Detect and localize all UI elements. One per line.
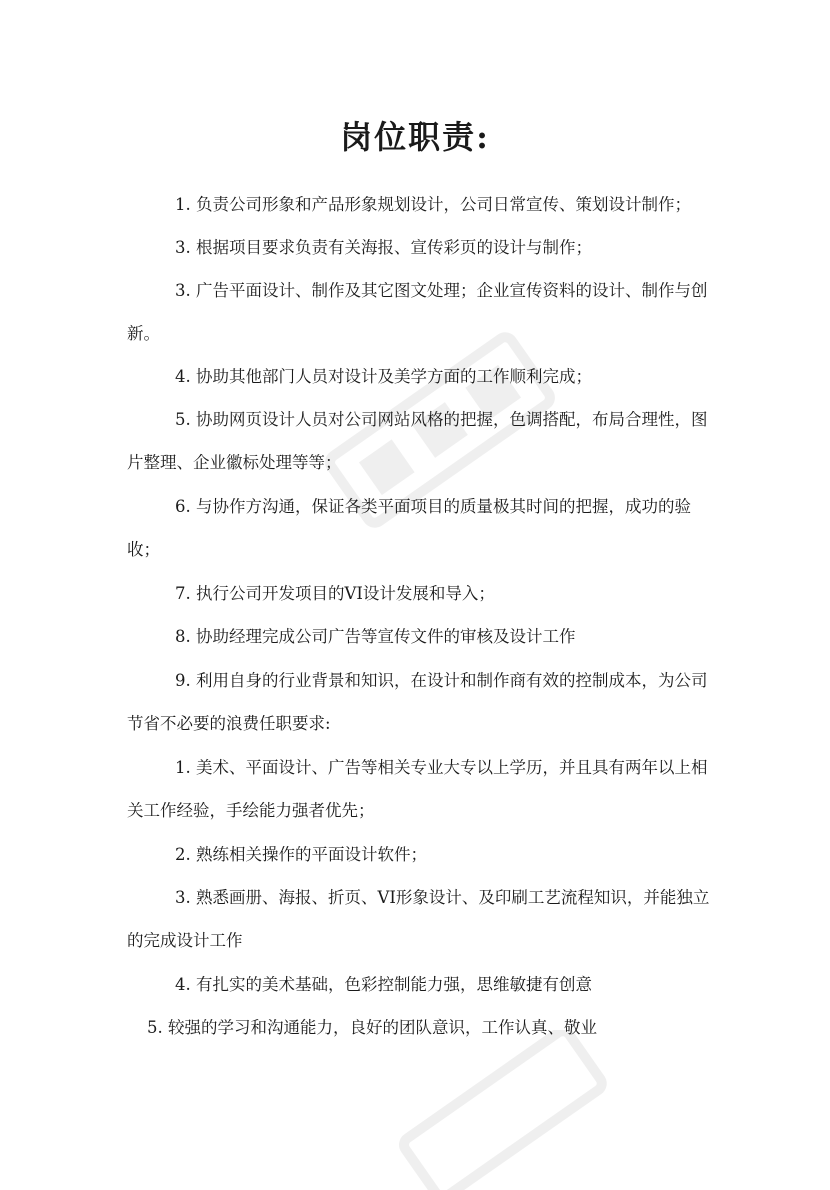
duty-item-6: 6. 与协作方沟通，保证各类平面项目的质量极其时间的把握，成功的验收； xyxy=(127,497,691,559)
page-title: 岗位职责: xyxy=(340,118,490,156)
duty-item-9: 9. 利用自身的行业背景和知识，在设计和制作商有效的控制成本，为公司节省不必要的浪费任职要求: xyxy=(127,671,708,733)
requirement-item-2: 2. 熟练相关操作的平面设计软件； xyxy=(175,845,427,864)
duty-item-7: 7. 执行公司开发项目的VI设计发展和导入； xyxy=(175,584,495,603)
duty-item-1: 1. 负责公司形象和产品形象规划设计，公司日常宣传、策划设计制作； xyxy=(175,195,691,214)
requirement-item-4: 4. 有扎实的美术基础，色彩控制能力强，思维敏捷有创意 xyxy=(175,975,592,994)
requirement-item-3: 3. 熟悉画册、海报、折页、VI形象设计、及印刷工艺流程知识，并能独立的完成设计工作 xyxy=(127,888,710,950)
duty-item-8: 8. 协助经理完成公司广告等宣传文件的审核及设计工作 xyxy=(175,627,576,646)
duty-item-3: 3. 广告平面设计、制作及其它图文处理；企业宣传资料的设计、制作与创新。 xyxy=(127,281,708,343)
duty-item-5: 5. 协助网页设计人员对公司网站风格的把握，色调搭配，布局合理性，图片整理、企业徽标处理等等； xyxy=(127,410,708,472)
requirement-item-5: 5. 较强的学习和沟通能力，良好的团队意识，工作认真、敬业 xyxy=(147,1018,597,1037)
watermark-logo-bottom xyxy=(380,1030,620,1190)
duty-item-4: 4. 协助其他部门人员对设计及美学方面的工作顺利完成； xyxy=(175,367,592,386)
duty-item-2: 3. 根据项目要求负责有关海报、宣传彩页的设计与制作； xyxy=(175,238,592,257)
requirement-item-1: 1. 美术、平面设计、广告等相关专业大专以上学历，并且具有两年以上相关工作经验，手绘能力强者优先； xyxy=(127,758,708,820)
